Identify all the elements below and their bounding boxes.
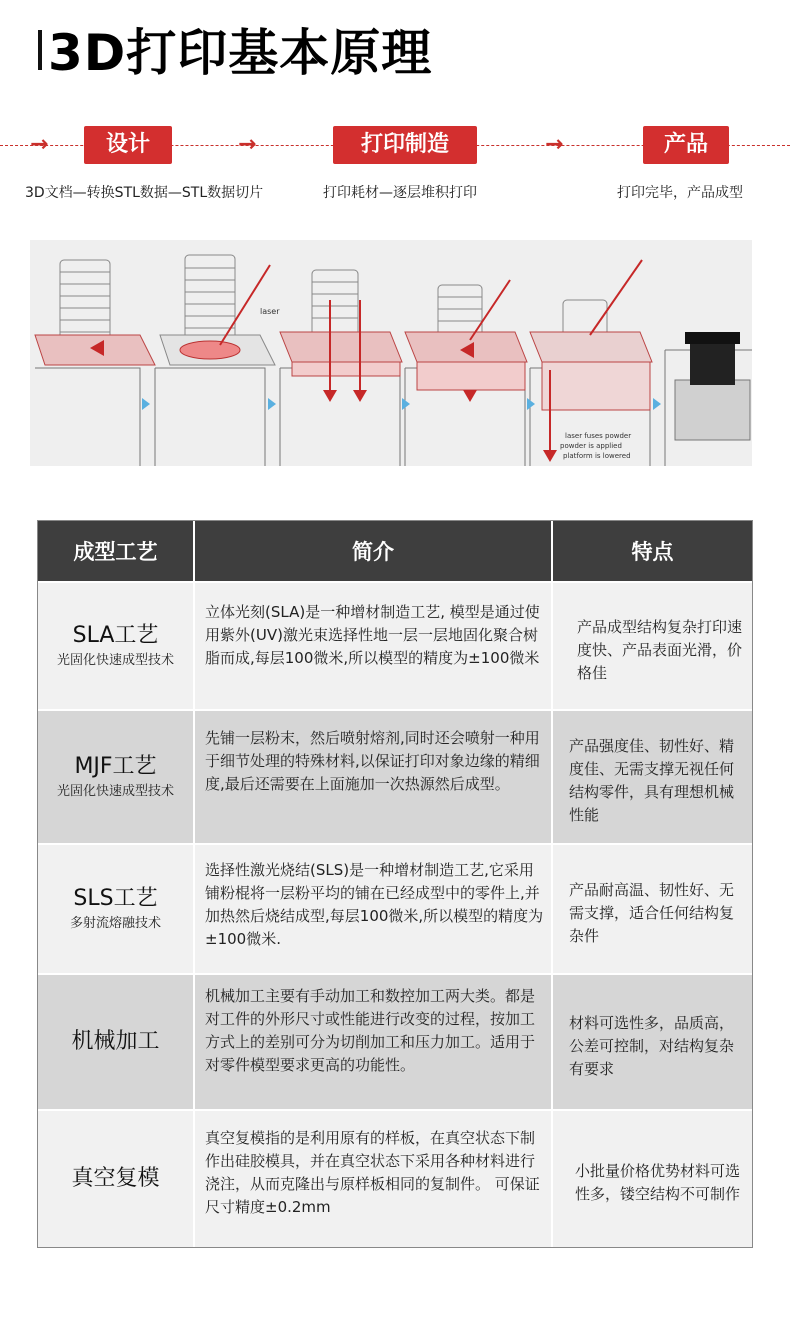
- title-accent-bar: [38, 30, 42, 70]
- step-design-desc: 3D文档—转换STL数据—STL数据切片: [25, 185, 264, 201]
- step-product-desc: 打印完毕，产品成型: [617, 185, 743, 201]
- process-description: 真空复模指的是利用原有的样板，在真空状态下制作出硅胶模具，并在真空状态下采用各种材料进行浇注，从而克隆出与原样板相同的复制件。 可保证尺寸精度±0.2mm: [195, 1111, 551, 1247]
- process-name: MJF工艺: [74, 754, 157, 779]
- table-row-name: [38, 845, 193, 973]
- note-platform-lowered: platform is lowered: [563, 452, 631, 460]
- arrow-right-icon: →: [30, 132, 49, 157]
- process-description: 立体光刻(SLA)是一种增材制造工艺, 模型是通过使用紫外(UV)激光束选择性地一层一层地固化聚合树脂而成,每层100微米,所以模型的精度为±100微米: [195, 583, 551, 709]
- header-process: 成型工艺: [38, 521, 193, 581]
- page-title: 3D打印基本原理: [48, 24, 433, 82]
- table-row-name: [38, 975, 193, 1109]
- step-design: 设计: [84, 126, 172, 164]
- step-manufacture: 打印制造: [333, 126, 477, 164]
- process-features: 材料可选性多，品质高，公差可控制，对结构复杂有要求: [553, 975, 752, 1109]
- header-features: 特点: [553, 521, 752, 581]
- process-subtitle: 多射流熔融技术: [69, 916, 161, 931]
- process-name: SLA工艺: [72, 623, 159, 648]
- process-description: 先铺一层粉末，然后喷射熔剂,同时还会喷射一种用于细节处理的特殊材料,以保证打印对象边缘的精细度,最后还需要在上面施加一次热源然后成型。: [195, 711, 551, 843]
- process-description: 机械加工主要有手动加工和数控加工两大类。都是对工件的外形尺寸或性能进行改变的过程，按加工方式上的差别可分为切削加工和压力加工。适用于对零件模型要求更高的功能性。: [195, 975, 551, 1109]
- process-diagram: [30, 240, 752, 466]
- arrow-right-icon: →: [545, 132, 564, 157]
- process-features: 小批量价格优势材料可选性多，镂空结构不可制作: [553, 1111, 752, 1247]
- note-laser-fuses: laser fuses powder: [565, 432, 632, 440]
- process-features: 产品耐高温、韧性好、无需支撑，适合任何结构复杂件: [553, 845, 752, 973]
- process-name: SLS工艺: [73, 886, 158, 911]
- process-comparison-table: [37, 520, 753, 1248]
- process-subtitle: 光固化快速成型技术: [56, 784, 174, 799]
- arrow-right-icon: →: [238, 132, 257, 157]
- step-product: 产品: [643, 126, 729, 164]
- table-row-name: [38, 1111, 193, 1247]
- process-description: 选择性激光烧结(SLS)是一种增材制造工艺,它采用铺粉棍将一层粉平均的铺在已经成型中的零件上,并加热然后烧结成型,每层100微米,所以模型的精度为±100微米.: [195, 845, 551, 973]
- laser-label: laser: [260, 307, 280, 316]
- process-subtitle: 光固化快速成型技术: [56, 653, 174, 668]
- table-row-name: [38, 711, 193, 843]
- process-name: 真空复模: [71, 1166, 160, 1191]
- process-features: 产品强度佳、韧性好、精度佳、无需支撑无视任何结构零件，具有理想机械性能: [553, 711, 752, 843]
- note-powder-applied: powder is applied: [560, 442, 622, 450]
- process-name: 机械加工: [71, 1029, 160, 1054]
- step-manufacture-desc: 打印耗材—逐层堆积打印: [323, 185, 477, 201]
- header-intro: 简介: [195, 521, 551, 581]
- table-row-name: [38, 583, 193, 709]
- process-features: 产品成型结构复杂打印速度快、产品表面光滑，价格佳: [553, 583, 752, 709]
- sls-process-illustration: [30, 240, 752, 466]
